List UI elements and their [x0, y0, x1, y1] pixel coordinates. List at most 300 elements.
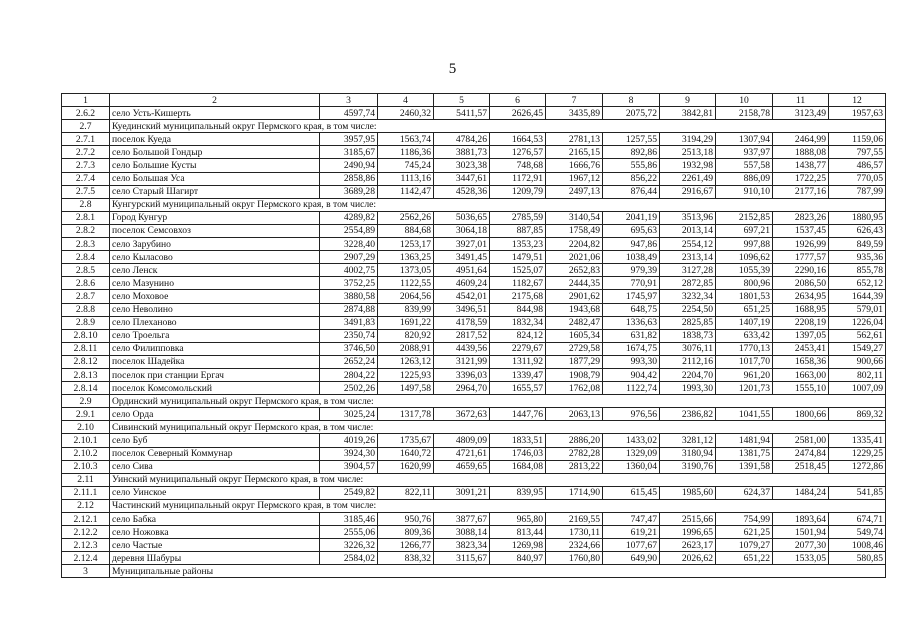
- value-cell: 4784,26: [434, 133, 490, 146]
- value-cell: 2804,22: [320, 368, 378, 381]
- value-cell: 1735,67: [378, 434, 434, 447]
- settlement-name: село Частые: [110, 539, 320, 552]
- value-cell: 4178,59: [434, 316, 490, 329]
- value-cell: 820,92: [378, 329, 434, 342]
- value-cell: 4597,74: [320, 107, 378, 120]
- value-cell: 754,99: [716, 513, 773, 526]
- column-header: 7: [546, 94, 603, 107]
- value-cell: 3140,54: [546, 211, 603, 224]
- value-cell: 824,12: [490, 329, 546, 342]
- value-cell: 844,98: [490, 303, 546, 316]
- value-cell: 3194,29: [660, 133, 716, 146]
- value-cell: 976,56: [603, 408, 660, 421]
- value-cell: 1655,57: [490, 382, 546, 395]
- settlement-name: село Ножовка: [110, 526, 320, 539]
- value-cell: 1159,06: [829, 133, 886, 146]
- row-code: 2.8.5: [62, 264, 110, 277]
- settlement-name: село Большая Уса: [110, 172, 320, 185]
- row-code: 2.8: [62, 198, 110, 211]
- value-cell: 1142,47: [378, 185, 434, 198]
- section-row: [62, 565, 886, 578]
- column-header: 2: [110, 94, 320, 107]
- value-cell: 1360,04: [603, 460, 660, 473]
- value-cell: 486,57: [829, 159, 886, 172]
- value-cell: 2088,91: [378, 342, 434, 355]
- value-cell: 1838,73: [660, 329, 716, 342]
- table-row: [62, 251, 886, 264]
- settlement-name: поселок Северный Коммунар: [110, 447, 320, 460]
- settlement-name: село Ленск: [110, 264, 320, 277]
- value-cell: 1501,94: [773, 526, 829, 539]
- value-cell: 2169,55: [546, 513, 603, 526]
- table-row: [62, 277, 886, 290]
- table-header-row: [62, 94, 886, 107]
- value-cell: 2872,85: [660, 277, 716, 290]
- value-cell: 1664,53: [490, 133, 546, 146]
- value-cell: 652,12: [829, 277, 886, 290]
- value-cell: 904,42: [603, 368, 660, 381]
- value-cell: 5036,65: [434, 211, 490, 224]
- value-cell: 3023,38: [434, 159, 490, 172]
- value-cell: 3689,28: [320, 185, 378, 198]
- value-cell: 3957,95: [320, 133, 378, 146]
- value-cell: 2204,70: [660, 368, 716, 381]
- section-row: [62, 120, 886, 133]
- row-code: 2.7: [62, 120, 110, 133]
- value-cell: 1257,55: [603, 133, 660, 146]
- value-cell: 770,05: [829, 172, 886, 185]
- value-cell: 1563,74: [378, 133, 434, 146]
- table-row: [62, 408, 886, 421]
- section-title: Куединский муниципальный округ Пермского края, в том числе:: [110, 120, 886, 133]
- settlement-name: деревня Шабуры: [110, 552, 320, 565]
- settlement-name: село Кыласово: [110, 251, 320, 264]
- value-cell: 855,78: [829, 264, 886, 277]
- value-cell: 1407,19: [716, 316, 773, 329]
- settlement-name: поселок Семсовхоз: [110, 224, 320, 237]
- settlement-name: село Троельга: [110, 329, 320, 342]
- value-cell: 1888,08: [773, 146, 829, 159]
- value-cell: 1926,99: [773, 238, 829, 251]
- value-cell: 1957,63: [829, 107, 886, 120]
- value-cell: 997,88: [716, 238, 773, 251]
- row-code: 2.8.12: [62, 355, 110, 368]
- value-cell: 2518,45: [773, 460, 829, 473]
- value-cell: 813,44: [490, 526, 546, 539]
- value-cell: 3496,51: [434, 303, 490, 316]
- value-cell: 4289,82: [320, 211, 378, 224]
- value-cell: 2817,52: [434, 329, 490, 342]
- value-cell: 2562,26: [378, 211, 434, 224]
- value-cell: 965,80: [490, 513, 546, 526]
- row-code: 2.12: [62, 499, 110, 512]
- value-cell: 979,39: [603, 264, 660, 277]
- value-cell: 3491,83: [320, 316, 378, 329]
- value-cell: 1122,74: [603, 382, 660, 395]
- value-cell: 626,43: [829, 224, 886, 237]
- value-cell: 549,74: [829, 526, 886, 539]
- column-header: 3: [320, 94, 378, 107]
- value-cell: 3088,14: [434, 526, 490, 539]
- row-code: 2.12.2: [62, 526, 110, 539]
- value-cell: 3091,21: [434, 486, 490, 499]
- value-cell: 797,55: [829, 146, 886, 159]
- value-cell: 651,22: [716, 552, 773, 565]
- value-cell: 1996,65: [660, 526, 716, 539]
- value-cell: 1186,36: [378, 146, 434, 159]
- value-cell: 3881,73: [434, 146, 490, 159]
- value-cell: 2464,99: [773, 133, 829, 146]
- value-cell: 1745,97: [603, 290, 660, 303]
- value-cell: 3746,50: [320, 342, 378, 355]
- value-cell: 2490,94: [320, 159, 378, 172]
- value-cell: 1307,94: [716, 133, 773, 146]
- row-code: 2.7.2: [62, 146, 110, 159]
- value-cell: 2152,85: [716, 211, 773, 224]
- value-cell: 2474,84: [773, 447, 829, 460]
- value-cell: 3752,25: [320, 277, 378, 290]
- table-row: [62, 382, 886, 395]
- value-cell: 3880,58: [320, 290, 378, 303]
- value-cell: 1484,24: [773, 486, 829, 499]
- value-cell: 651,25: [716, 303, 773, 316]
- value-cell: 1832,34: [490, 316, 546, 329]
- value-cell: 1397,05: [773, 329, 829, 342]
- value-cell: 5411,57: [434, 107, 490, 120]
- settlement-name: село Мазунино: [110, 277, 320, 290]
- value-cell: 4002,75: [320, 264, 378, 277]
- value-cell: 2781,13: [546, 133, 603, 146]
- value-cell: 2290,16: [773, 264, 829, 277]
- row-code: 2.7.4: [62, 172, 110, 185]
- value-cell: 1266,77: [378, 539, 434, 552]
- value-cell: 748,68: [490, 159, 546, 172]
- value-cell: 2064,56: [378, 290, 434, 303]
- section-title: Кунгурский муниципальный округ Пермского края, в том числе:: [110, 198, 886, 211]
- value-cell: 876,44: [603, 185, 660, 198]
- value-cell: 2634,95: [773, 290, 829, 303]
- column-header: 12: [829, 94, 886, 107]
- value-cell: 1555,10: [773, 382, 829, 395]
- value-cell: 961,20: [716, 368, 773, 381]
- section-row: [62, 499, 886, 512]
- table-row: [62, 434, 886, 447]
- value-cell: 1269,98: [490, 539, 546, 552]
- value-cell: 3180,94: [660, 447, 716, 460]
- row-code: 2.7.5: [62, 185, 110, 198]
- row-code: 2.11.1: [62, 486, 110, 499]
- settlement-name: село Моховое: [110, 290, 320, 303]
- value-cell: 2549,82: [320, 486, 378, 499]
- row-code: 3: [62, 565, 110, 578]
- row-code: 2.12.3: [62, 539, 110, 552]
- section-title: Муниципальные районы: [110, 565, 886, 578]
- value-cell: 2497,13: [546, 185, 603, 198]
- table-row: [62, 460, 886, 473]
- value-cell: 802,11: [829, 368, 886, 381]
- value-cell: 2916,67: [660, 185, 716, 198]
- value-cell: 1770,13: [716, 342, 773, 355]
- value-cell: 2026,62: [660, 552, 716, 565]
- value-cell: 4659,65: [434, 460, 490, 473]
- value-cell: 1722,25: [773, 172, 829, 185]
- value-cell: 787,99: [829, 185, 886, 198]
- value-cell: 884,68: [378, 224, 434, 237]
- value-cell: 1007,09: [829, 382, 886, 395]
- table-row: [62, 368, 886, 381]
- value-cell: 1339,47: [490, 368, 546, 381]
- value-cell: 1880,95: [829, 211, 886, 224]
- value-cell: 3185,46: [320, 513, 378, 526]
- value-cell: 1353,23: [490, 238, 546, 251]
- value-cell: 2858,86: [320, 172, 378, 185]
- row-code: 2.7.1: [62, 133, 110, 146]
- settlement-name: село Большой Гондыр: [110, 146, 320, 159]
- value-cell: 1329,09: [603, 447, 660, 460]
- value-cell: 2208,19: [773, 316, 829, 329]
- value-cell: 3076,11: [660, 342, 716, 355]
- table-row: [62, 211, 886, 224]
- value-cell: 621,25: [716, 526, 773, 539]
- table-row: [62, 552, 886, 565]
- value-cell: 541,85: [829, 486, 886, 499]
- value-cell: 648,75: [603, 303, 660, 316]
- value-cell: 3447,61: [434, 172, 490, 185]
- value-cell: 3064,18: [434, 224, 490, 237]
- value-cell: 631,82: [603, 329, 660, 342]
- value-cell: 1663,00: [773, 368, 829, 381]
- value-cell: 1674,75: [603, 342, 660, 355]
- value-cell: 1993,30: [660, 382, 716, 395]
- value-cell: 1201,73: [716, 382, 773, 395]
- value-cell: 3185,67: [320, 146, 378, 159]
- section-title: Частинский муниципальный округ Пермского края, в том числе:: [110, 499, 886, 512]
- value-cell: 1688,95: [773, 303, 829, 316]
- table-row: [62, 303, 886, 316]
- value-cell: 1932,98: [660, 159, 716, 172]
- value-cell: 1311,92: [490, 355, 546, 368]
- value-cell: 1041,55: [716, 408, 773, 421]
- value-cell: 3513,96: [660, 211, 716, 224]
- value-cell: 3877,67: [434, 513, 490, 526]
- value-cell: 1017,70: [716, 355, 773, 368]
- row-code: 2.12.1: [62, 513, 110, 526]
- value-cell: 2261,49: [660, 172, 716, 185]
- value-cell: 2823,26: [773, 211, 829, 224]
- value-cell: 2204,82: [546, 238, 603, 251]
- value-cell: 2158,78: [716, 107, 773, 120]
- value-cell: 2077,30: [773, 539, 829, 552]
- value-cell: 1967,12: [546, 172, 603, 185]
- value-cell: 3121,99: [434, 355, 490, 368]
- value-cell: 1079,27: [716, 539, 773, 552]
- value-cell: 2386,82: [660, 408, 716, 421]
- value-cell: 1363,25: [378, 251, 434, 264]
- column-header: 1: [62, 94, 110, 107]
- value-cell: 770,91: [603, 277, 660, 290]
- value-cell: 822,11: [378, 486, 434, 499]
- column-header: 11: [773, 94, 829, 107]
- value-cell: 2460,32: [378, 107, 434, 120]
- value-cell: 2729,58: [546, 342, 603, 355]
- row-code: 2.8.2: [62, 224, 110, 237]
- value-cell: 2782,28: [546, 447, 603, 460]
- value-cell: 1691,22: [378, 316, 434, 329]
- settlement-name: село Неволино: [110, 303, 320, 316]
- value-cell: 2964,70: [434, 382, 490, 395]
- value-cell: 4609,24: [434, 277, 490, 290]
- value-cell: 4542,01: [434, 290, 490, 303]
- value-cell: 800,96: [716, 277, 773, 290]
- value-cell: 1893,64: [773, 513, 829, 526]
- value-cell: 2825,85: [660, 316, 716, 329]
- settlement-name: село Большие Кусты: [110, 159, 320, 172]
- value-cell: 3435,89: [546, 107, 603, 120]
- value-cell: 3228,40: [320, 238, 378, 251]
- value-cell: 1497,58: [378, 382, 434, 395]
- value-cell: 2175,68: [490, 290, 546, 303]
- settlement-name: поселок при станции Ергач: [110, 368, 320, 381]
- value-cell: 1447,76: [490, 408, 546, 421]
- value-cell: 1620,99: [378, 460, 434, 473]
- value-cell: 838,32: [378, 552, 434, 565]
- value-cell: 2041,19: [603, 211, 660, 224]
- value-cell: 2886,20: [546, 434, 603, 447]
- table-row: [62, 146, 886, 159]
- column-header: 5: [434, 94, 490, 107]
- value-cell: 1122,55: [378, 277, 434, 290]
- value-cell: 1008,46: [829, 539, 886, 552]
- value-cell: 1479,51: [490, 251, 546, 264]
- value-cell: 697,21: [716, 224, 773, 237]
- value-cell: 579,01: [829, 303, 886, 316]
- value-cell: 993,30: [603, 355, 660, 368]
- table-row: [62, 329, 886, 342]
- value-cell: 2086,50: [773, 277, 829, 290]
- value-cell: 674,71: [829, 513, 886, 526]
- value-cell: 2652,83: [546, 264, 603, 277]
- settlement-name: село Филипповка: [110, 342, 320, 355]
- value-cell: 2444,35: [546, 277, 603, 290]
- table-row: [62, 355, 886, 368]
- value-cell: 2515,66: [660, 513, 716, 526]
- value-cell: 1209,79: [490, 185, 546, 198]
- row-code: 2.9.1: [62, 408, 110, 421]
- value-cell: 1833,51: [490, 434, 546, 447]
- value-cell: 1533,05: [773, 552, 829, 565]
- value-cell: 2313,14: [660, 251, 716, 264]
- value-cell: 2626,45: [490, 107, 546, 120]
- value-cell: 2584,02: [320, 552, 378, 565]
- value-cell: 1182,67: [490, 277, 546, 290]
- value-cell: 892,86: [603, 146, 660, 159]
- value-cell: 839,95: [490, 486, 546, 499]
- value-cell: 1229,25: [829, 447, 886, 460]
- value-cell: 3190,76: [660, 460, 716, 473]
- value-cell: 1272,86: [829, 460, 886, 473]
- value-cell: 1263,12: [378, 355, 434, 368]
- table-row: [62, 264, 886, 277]
- value-cell: 4809,09: [434, 434, 490, 447]
- value-cell: 2254,50: [660, 303, 716, 316]
- value-cell: 2554,12: [660, 238, 716, 251]
- table-row: [62, 526, 886, 539]
- section-row: [62, 198, 886, 211]
- value-cell: 2021,06: [546, 251, 603, 264]
- value-cell: 1391,58: [716, 460, 773, 473]
- value-cell: 695,63: [603, 224, 660, 237]
- value-cell: 1730,11: [546, 526, 603, 539]
- column-header: 6: [490, 94, 546, 107]
- row-code: 2.10.1: [62, 434, 110, 447]
- table-row: [62, 539, 886, 552]
- value-cell: 1758,49: [546, 224, 603, 237]
- value-cell: 3491,45: [434, 251, 490, 264]
- value-cell: 900,66: [829, 355, 886, 368]
- value-cell: 1762,08: [546, 382, 603, 395]
- value-cell: 4721,61: [434, 447, 490, 460]
- table-row: [62, 316, 886, 329]
- value-cell: 1658,36: [773, 355, 829, 368]
- value-cell: 935,36: [829, 251, 886, 264]
- value-cell: 555,86: [603, 159, 660, 172]
- table-row: [62, 172, 886, 185]
- value-cell: 615,45: [603, 486, 660, 499]
- value-cell: 2063,13: [546, 408, 603, 421]
- value-cell: 1481,94: [716, 434, 773, 447]
- table-row: [62, 133, 886, 146]
- value-cell: 1077,67: [603, 539, 660, 552]
- settlement-name: поселок Шадейка: [110, 355, 320, 368]
- column-header: 10: [716, 94, 773, 107]
- value-cell: 633,42: [716, 329, 773, 342]
- value-cell: 2785,59: [490, 211, 546, 224]
- value-cell: 3672,63: [434, 408, 490, 421]
- table-row: [62, 238, 886, 251]
- value-cell: 886,09: [716, 172, 773, 185]
- value-cell: 3924,30: [320, 447, 378, 460]
- value-cell: 3842,81: [660, 107, 716, 120]
- column-header: 4: [378, 94, 434, 107]
- row-code: 2.8.8: [62, 303, 110, 316]
- row-code: 2.8.3: [62, 238, 110, 251]
- value-cell: 1381,75: [716, 447, 773, 460]
- table-row: [62, 447, 886, 460]
- value-cell: 3396,03: [434, 368, 490, 381]
- settlement-name: село Уинское: [110, 486, 320, 499]
- value-cell: 1714,90: [546, 486, 603, 499]
- value-cell: 1666,76: [546, 159, 603, 172]
- page-number: 5: [448, 61, 457, 77]
- section-title: Ординский муниципальный округ Пермского края, в том числе:: [110, 395, 886, 408]
- value-cell: 2453,41: [773, 342, 829, 355]
- value-cell: 2554,89: [320, 224, 378, 237]
- settlement-name: село Старый Шагирт: [110, 185, 320, 198]
- value-cell: 1605,34: [546, 329, 603, 342]
- value-cell: 1985,60: [660, 486, 716, 499]
- table-row: [62, 486, 886, 499]
- value-cell: 1800,66: [773, 408, 829, 421]
- value-cell: 3115,67: [434, 552, 490, 565]
- row-code: 2.8.13: [62, 368, 110, 381]
- value-cell: 1055,39: [716, 264, 773, 277]
- value-cell: 1438,77: [773, 159, 829, 172]
- settlement-name: поселок Комсомольский: [110, 382, 320, 395]
- value-cell: 3226,32: [320, 539, 378, 552]
- value-cell: 4019,26: [320, 434, 378, 447]
- row-code: 2.8.6: [62, 277, 110, 290]
- value-cell: 2502,26: [320, 382, 378, 395]
